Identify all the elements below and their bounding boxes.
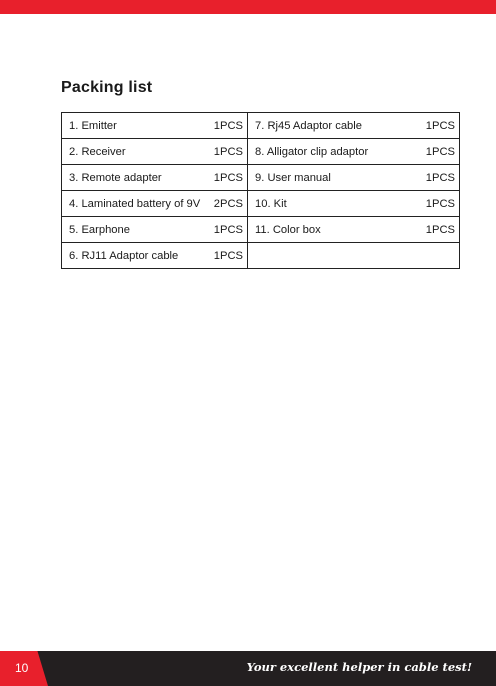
table-cell — [62, 191, 248, 217]
item-quantity: 1PCS — [213, 223, 243, 236]
item-quantity: 1PCS — [213, 171, 243, 184]
item-quantity: 1PCS — [213, 249, 243, 262]
item-name: 8. Alligator clip adaptor — [255, 145, 369, 158]
item-quantity: 1PCS — [425, 223, 455, 236]
item-name: 3. Remote adapter — [69, 171, 162, 184]
table-cell — [248, 217, 460, 243]
top-accent-bar — [0, 0, 496, 14]
item-name: 1. Emitter — [69, 119, 117, 132]
table-cell — [248, 165, 460, 191]
table-cell — [248, 191, 460, 217]
item-quantity: 1PCS — [425, 145, 455, 158]
item-name: 11. Color box — [255, 223, 321, 236]
table-row — [62, 217, 460, 243]
item-quantity: 1PCS — [213, 119, 243, 132]
item-quantity: 1PCS — [425, 197, 455, 210]
item-quantity: 1PCS — [425, 171, 455, 184]
table-cell — [62, 139, 248, 165]
item-name: 7. Rj45 Adaptor cable — [255, 119, 362, 132]
table-cell — [62, 217, 248, 243]
item-quantity: 1PCS — [425, 119, 455, 132]
table-row — [62, 165, 460, 191]
footer-tagline: Your excellent helper in cable test! — [246, 660, 472, 674]
item-name: 9. User manual — [255, 171, 331, 184]
table-cell — [62, 243, 248, 269]
table-row — [62, 191, 460, 217]
item-name: 4. Laminated battery of 9V — [69, 197, 201, 210]
page-number: 10 — [15, 661, 29, 675]
item-quantity: 1PCS — [213, 145, 243, 158]
item-name: 10. Kit — [255, 197, 287, 210]
page-title: Packing list — [61, 79, 153, 96]
item-name: 5. Earphone — [69, 223, 130, 236]
item-name: 2. Receiver — [69, 145, 126, 158]
table-cell — [62, 165, 248, 191]
table-cell-empty — [248, 243, 460, 269]
table-row — [62, 243, 460, 269]
item-name: 6. RJ11 Adaptor cable — [69, 249, 179, 262]
packing-list-table — [61, 112, 460, 269]
table-cell — [248, 113, 460, 139]
table-cell — [62, 113, 248, 139]
table-cell — [248, 139, 460, 165]
item-quantity: 2PCS — [213, 197, 243, 210]
table-row — [62, 113, 460, 139]
footer-bar — [0, 651, 496, 686]
table-row — [62, 139, 460, 165]
